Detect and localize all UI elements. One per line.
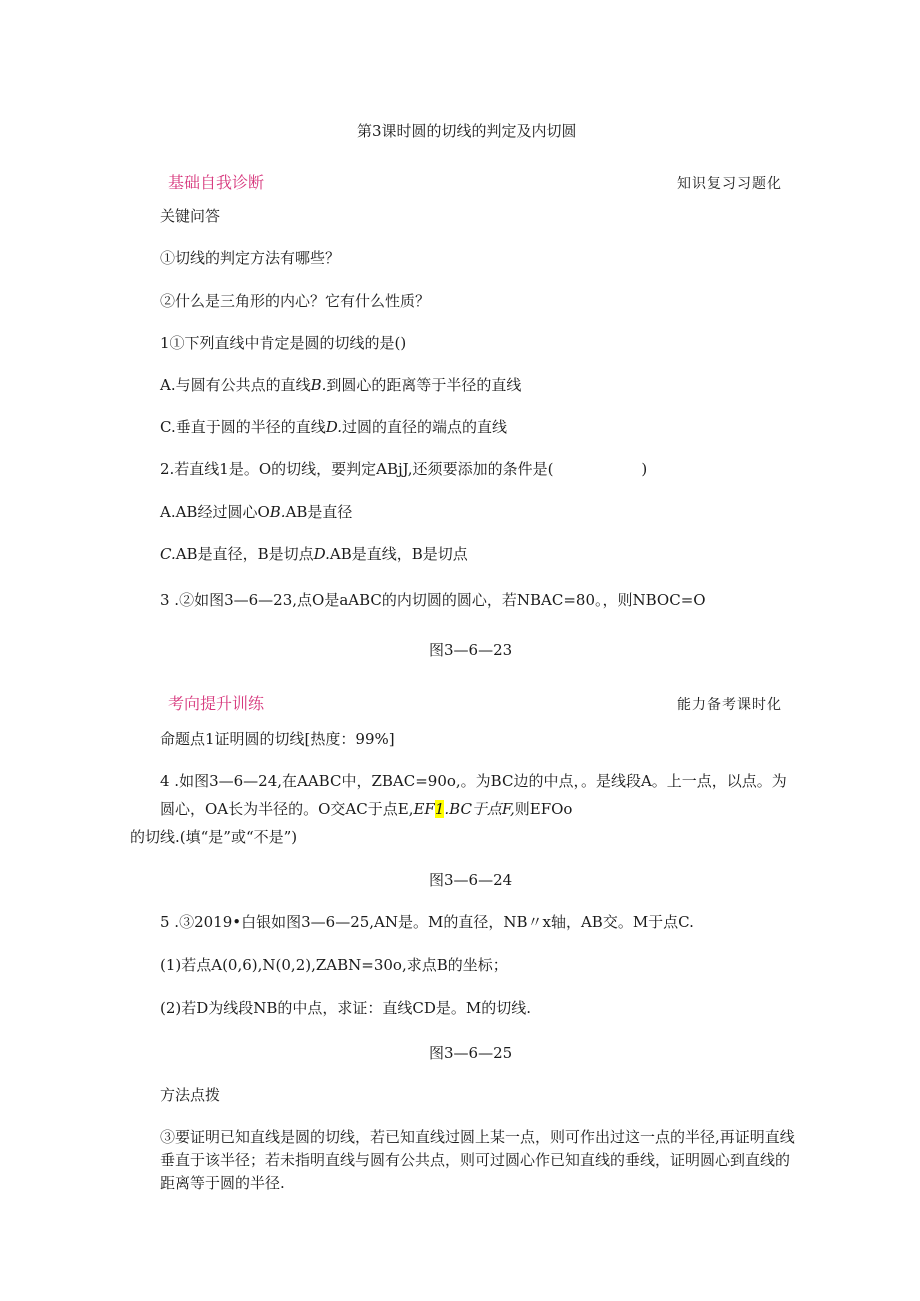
figure-caption-3-6-23: 图3—6—23 — [429, 641, 513, 659]
section-tag-advance: 能力备考课时化 — [677, 697, 782, 713]
problem-2-close-paren: ) — [641, 460, 648, 478]
problem-2-stem-text: 2.若直线1是。O的切线，要判定ABjJ,还须要添加的条件是( — [160, 460, 554, 478]
option-c-letter: C. — [160, 545, 176, 563]
section-heading-basic: 基础自我诊断 — [168, 173, 265, 192]
key-question-2: ②什么是三角形的内心？它有什么性质？ — [160, 292, 431, 310]
problem-1-options-ab — [160, 375, 521, 395]
option-c-text: AB是直径，B是切点 — [175, 545, 314, 563]
figure-caption-3-6-25: 图3—6—25 — [429, 1044, 513, 1062]
option-d-letter: D. — [313, 545, 330, 563]
problem-4-line-2-cont: .BC于点F, — [444, 800, 515, 818]
key-questions-label: 关键问答 — [160, 207, 221, 225]
option-b-letter: B. — [269, 503, 286, 521]
option-b-text: AB是直径 — [285, 503, 353, 521]
section-heading-advance: 考向提升训练 — [168, 694, 265, 713]
option-c-text: C.垂直于圆的半径的直线 — [160, 418, 326, 436]
section-tag-basic: 知识复习习题化 — [677, 176, 782, 192]
option-d-letter: D. — [325, 418, 342, 436]
problem-4-line-2-end: 则EFOo — [514, 800, 573, 818]
option-d-text: 过圆的直径的端点的直线 — [341, 418, 507, 436]
option-a-text: A.与圆有公共点的直线 — [160, 376, 311, 394]
problem-5-stem: 5 .③2019•白银如图3—6—25,AN是。M的直径，NB〃x轴，AB交。M于点C. — [160, 913, 694, 931]
problem-4-line-1: 4 .如图3—6—24,在AABC中，ZBAC=90o,。为BC边的中点，。是线段A。上一点，以点。为 — [160, 772, 787, 790]
problem-1-stem: 1①下列直线中肯定是圆的切线的是() — [160, 334, 407, 352]
option-b-text: 到圆心的距离等于半径的直线 — [326, 376, 522, 394]
problem-4-line-2-text: 圆心，OA长为半径的。O交AC于点E, — [160, 800, 414, 818]
option-b-letter: B. — [310, 376, 327, 394]
key-question-1: ①切线的判定方法有哪些？ — [160, 249, 341, 267]
problem-2-stem — [160, 459, 647, 479]
problem-3-stem: 3 .②如图3—6—23,点O是aABC的内切圆的圆心，若NBAC=80。，则NBOC=O — [160, 591, 706, 609]
problem-1-options-cd — [160, 417, 507, 437]
method-label: 方法点拨 — [160, 1086, 221, 1104]
page-title: 第3课时圆的切线的判定及内切圆 — [357, 122, 577, 140]
highlighted-perp-symbol: 1 — [434, 800, 445, 818]
figure-caption-3-6-24: 图3—6—24 — [429, 871, 513, 889]
problem-5-part-1: (1)若点A(0,6),N(0,2),ZABN=30o,求点B的坐标； — [160, 956, 508, 974]
method-paragraph: ③要证明已知直线是圆的切线，若已知直线过圆上某一点，则可作出过这一点的半径,再证明直线垂直于该半径；若未指明直线与圆有公共点，则可过圆心作已知直线的垂线，证明圆心到直线的距离等于圆的半径. — [160, 1128, 795, 1192]
problem-4-line-2 — [160, 799, 572, 819]
problem-2-options-ab — [160, 502, 352, 522]
problem-5-part-2: (2)若D为线段NB的中点，求证：直线CD是。M的切线. — [160, 999, 532, 1017]
option-a-text: A.AB经过圆心O — [160, 503, 270, 521]
topic-1-heading: 命题点1证明圆的切线[热度：99%] — [160, 730, 395, 748]
problem-2-options-cd — [160, 544, 468, 564]
segment-ef: EF — [413, 800, 435, 818]
problem-4-line-3: 的切线.(填“是”或“不是”) — [130, 828, 298, 846]
option-d-text: AB是直线，B是切点 — [329, 545, 468, 563]
